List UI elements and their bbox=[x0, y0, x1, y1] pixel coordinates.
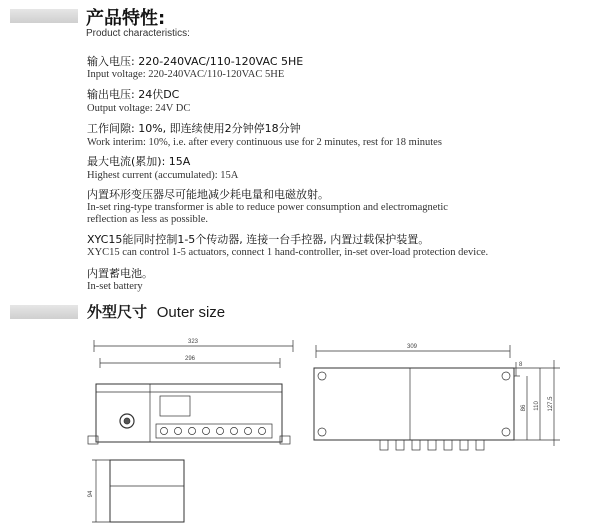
spec-output-voltage-en: Output voltage: 24V DC bbox=[87, 103, 191, 114]
spec-battery-en: In-set battery bbox=[87, 281, 143, 292]
dim-110-label: 110 bbox=[534, 401, 540, 411]
spec-actuators-en: XYC15 can control 1-5 actuators, connect 1 hand-controller, in-set over-load protection device. bbox=[87, 247, 489, 258]
spec-highest-current-zh: 最大电流(累加): 15A bbox=[87, 155, 191, 168]
power-socket-core-icon bbox=[124, 418, 130, 424]
spec-transformer-zh: 内置环形变压器尽可能地减少耗电量和电磁放射。 bbox=[87, 188, 329, 201]
spec-battery-zh: 内置蓄电池。 bbox=[87, 267, 153, 280]
top-view-ports bbox=[380, 440, 484, 450]
outer-size-title-en: Outer size bbox=[156, 304, 226, 321]
front-view-panel bbox=[160, 396, 190, 416]
spec-highest-current-en: Highest current (accumulated): 15A bbox=[87, 170, 239, 181]
port-icon bbox=[174, 427, 181, 434]
mount-hole-icon bbox=[502, 428, 510, 436]
dim-86-label: 86 bbox=[521, 404, 527, 412]
dim-127-5-label: 127.5 bbox=[548, 396, 554, 412]
dim-323-label: 323 bbox=[187, 339, 199, 345]
port-icon bbox=[160, 427, 167, 434]
dim-8-label: 8 bbox=[519, 362, 523, 368]
outer-size-title-zh: 外型尺寸 bbox=[87, 303, 148, 321]
spec-work-interim-zh: 工作间隙: 10%, 即连续使用2分钟停18分钟 bbox=[87, 122, 301, 135]
port-icon bbox=[188, 427, 195, 434]
side-view-body bbox=[110, 460, 184, 522]
spec-output-voltage-zh: 输出电压: 24伏DC bbox=[87, 88, 180, 101]
spec-actuators-zh: XYC15能同时控制1-5个传动器, 连接一台手控器, 内置过载保护装置。 bbox=[87, 233, 430, 246]
dim-309-label: 309 bbox=[406, 344, 418, 350]
port-icon bbox=[244, 427, 251, 434]
spec-transformer-en-2: reflection as less as possible. bbox=[87, 214, 209, 225]
spec-input-voltage-en: Input voltage: 220-240VAC/110-120VAC 5HE bbox=[87, 69, 285, 80]
mount-hole-icon bbox=[318, 428, 326, 436]
port-icon bbox=[230, 427, 237, 434]
product-title-zh: 产品特性: bbox=[86, 8, 166, 29]
port-icon bbox=[202, 427, 209, 434]
connector-ports bbox=[156, 424, 272, 438]
spec-input-voltage-zh: 输入电压: 220-240VAC/110-120VAC 5HE bbox=[87, 55, 304, 68]
dim-296-label: 296 bbox=[184, 356, 196, 362]
port-icon bbox=[258, 427, 265, 434]
spec-work-interim-en: Work interim: 10%, i.e. after every continuous use for 2 minutes, rest for 18 minutes bbox=[87, 137, 442, 148]
dim-94-label: 94 bbox=[88, 490, 94, 498]
mount-hole-icon bbox=[318, 372, 326, 380]
product-title-en: Product characteristics: bbox=[86, 28, 190, 39]
mount-hole-icon bbox=[502, 372, 510, 380]
port-icon bbox=[216, 427, 223, 434]
spec-transformer-en: In-set ring-type transformer is able to reduce power consumption and electromagnetic bbox=[87, 202, 448, 213]
top-view-body bbox=[314, 368, 514, 440]
